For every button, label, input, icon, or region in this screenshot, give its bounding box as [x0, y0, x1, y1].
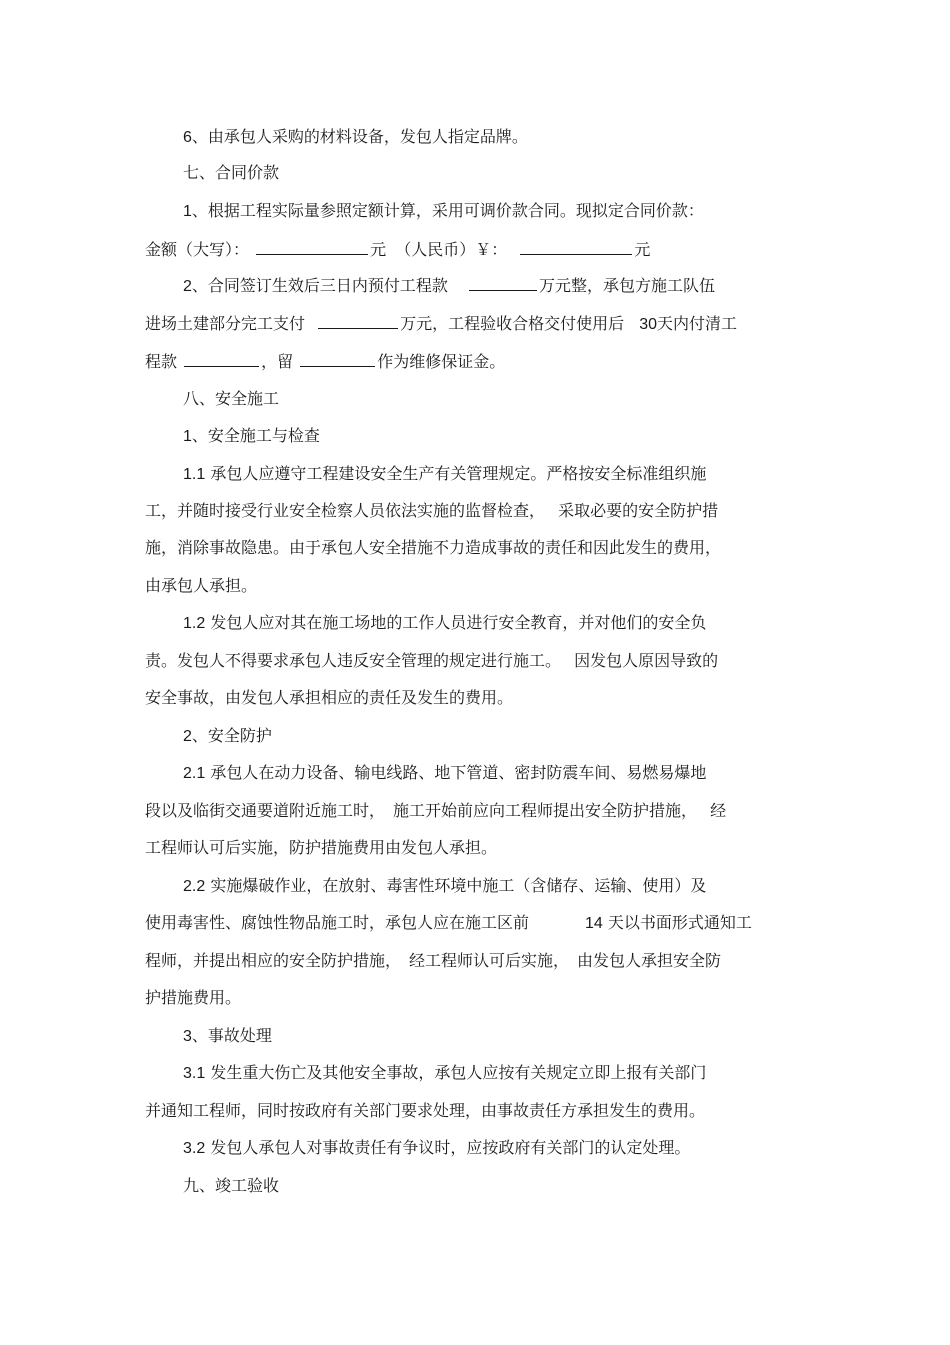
clause-2-1-line-1	[183, 761, 706, 785]
clause-2-1-line-3: 工程师认可后实施，防护措施费用由发包人承担。	[145, 838, 498, 857]
clause-3-1-line-2: 并通知工程师，同时按政府有关部门要求处理，由事故责任方承担发生的费用。	[145, 1101, 706, 1120]
clause-2-2-line-1	[183, 874, 706, 898]
item-text: 程款	[145, 352, 178, 371]
yuan-label: 元	[634, 240, 651, 259]
item-number: 2	[183, 278, 192, 295]
item-number: 3.2	[183, 1140, 206, 1157]
section-7-1	[183, 199, 704, 223]
item-number: 3	[183, 1028, 192, 1045]
section-9-heading: 九、竣工验收	[183, 1176, 280, 1195]
item-text: 使用毒害性、腐蚀性物品施工时，承包人应在施工区前	[145, 913, 530, 932]
item-text: 承包人在动力设备、输电线路、地下管道、密封防震车间、易燃易爆地	[205, 763, 707, 782]
item-number: 2	[183, 728, 192, 745]
section-7-2-line-3	[145, 349, 505, 373]
clause-3-2-line-1	[183, 1136, 690, 1160]
item-text: 承包人应遵守工程建设安全生产有关管理规定。严格按安全标准组织施	[205, 464, 707, 483]
clause-2-1-line-2: 段以及临街交通要道附近施工时， 施工开始前应向工程师提出安全防护措施， 经	[145, 801, 727, 820]
retention-blank	[300, 349, 375, 367]
item-text: 万元整，承包方施工队伍	[539, 276, 716, 295]
amount-rmb-blank	[520, 237, 632, 255]
days-number: 14	[585, 915, 603, 932]
item-number: 1.2	[183, 615, 206, 632]
item-text: 实施爆破作业，在放射、毒害性环境中施工（含储存、运输、使用）及	[205, 876, 707, 895]
completion-payment-blank	[318, 311, 398, 329]
section-8-2	[183, 724, 272, 748]
section-7-2-line-1	[183, 273, 715, 297]
item-text: 、安全防护	[191, 726, 272, 745]
item-number: 1.1	[183, 466, 206, 483]
item-text: 发包人承包人对事故责任有争议时，应按政府有关部门的认定处理。	[205, 1138, 691, 1157]
item-text: 、安全施工与检查	[191, 426, 320, 445]
section-8-heading: 八、安全施工	[183, 389, 280, 408]
amount-upper-blank	[256, 237, 368, 255]
clause-1-1-line-4: 由承包人承担。	[145, 576, 258, 595]
item-number: 2.2	[183, 878, 206, 895]
days-number: 30	[639, 316, 658, 333]
clause-1-2-line-1	[183, 611, 706, 635]
item-text: 、根据工程实际量参照定额计算，采用可调价款合同。现拟定合同价款：	[191, 201, 704, 220]
clause-2-2-line-4: 护措施费用。	[145, 988, 242, 1007]
clause-1-2-line-3: 安全事故，由发包人承担相应的责任及发生的费用。	[145, 688, 514, 707]
item-number: 3.1	[183, 1065, 206, 1082]
item-text: 作为维修保证金。	[377, 352, 506, 371]
clause-1-1-line-1	[183, 462, 706, 486]
clause-1-1-line-3: 施，消除事故隐患。由于承包人安全措施不力造成事故的责任和因此发生的费用，	[145, 538, 722, 557]
item-text: 、事故处理	[191, 1026, 272, 1045]
item-number: 2.1	[183, 765, 206, 782]
prepay-blank	[469, 273, 537, 291]
item-text: 、合同签订生效后三日内预付工程款	[191, 276, 448, 295]
section-8-1	[183, 424, 320, 448]
item-text: 发包人应对其在施工场地的工作人员进行安全教育，并对他们的安全负	[205, 613, 707, 632]
item-6	[183, 125, 528, 149]
final-payment-blank	[184, 349, 259, 367]
item-number: 1	[183, 203, 192, 220]
clause-1-1-line-2: 工，并随时接受行业安全检察人员依法实施的监督检查， 采取必要的安全防护措	[145, 501, 719, 520]
item-text: 天内付清工	[657, 314, 738, 333]
item-text: 天以书面形式通知工	[602, 913, 752, 932]
item-text: ，留	[261, 352, 294, 371]
item-number: 6	[183, 129, 192, 146]
item-number: 1	[183, 428, 192, 445]
section-7-2-line-2	[145, 311, 737, 335]
item-text: 进场土建部分完工支付	[145, 314, 306, 333]
section-8-3	[183, 1024, 272, 1048]
clause-1-2-line-2: 责。发包人不得要求承包人违反安全管理的规定进行施工。 因发包人原因导致的	[145, 651, 719, 670]
item-text: 发生重大伤亡及其他安全事故，承包人应按有关规定立即上报有关部门	[205, 1063, 707, 1082]
yuan-label: 元	[370, 240, 387, 259]
amount-upper-label: 金额（大写）：	[145, 240, 250, 259]
clause-2-2-line-2	[145, 911, 752, 935]
clause-3-1-line-1	[183, 1061, 706, 1085]
item-text: 、由承包人采购的材料设备，发包人指定品牌。	[191, 127, 528, 146]
section-7-heading: 七、合同价款	[183, 163, 280, 182]
amount-line	[145, 237, 650, 261]
clause-2-2-line-3: 程师，并提出相应的安全防护措施， 经工程师认可后实施， 由发包人承担安全防	[145, 951, 722, 970]
amount-rmb-label: （人民币）￥：	[395, 240, 508, 259]
item-text: 万元，工程验收合格交付使用后	[400, 314, 625, 333]
